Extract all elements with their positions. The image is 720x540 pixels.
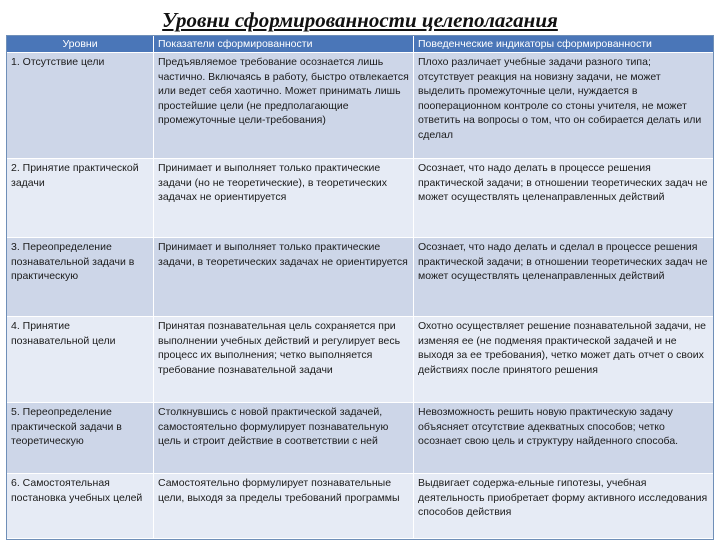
criteria-table [6,35,714,540]
row-3-indicators: Принимает и выполняет только практические задачи, в теоретических задачах не ориентируется [154,238,414,317]
row-6-indicators: Самостоятельно формулирует познавательные цели, выходя за пределы требований программы [154,474,414,539]
row-2-level: 2. Принятие практической задачи [7,159,154,238]
row-5-indicators: Столкнувшись с новой практической задачей, самостоятельно формулирует познавательную цель и строит действие в соответствии с ней [154,403,414,474]
row-4-indicators: Принятая познавательная цель сохраняется при выполнении учебных действий и регулирует весь процесс их выполнения; четко выполняется требование познавательной задачи [154,317,414,403]
row-1-indicators: Предъявляемое требование осознается лишь частично. Включаясь в работу, быстро отвлекается или ведет себя хаотично. Может принимать лишь простейшие цели (не предполагающие промежуточные цели-требования) [154,53,414,159]
row-2-indicators: Принимает и выполняет только практические задачи (но не теоретические), в теоретических задачах не ориентируется [154,159,414,238]
row-6-level: 6. Самостоятельная постановка учебных целей [7,474,154,539]
header-indicators: Показатели сформированности [154,36,414,53]
row-2-behavior: Осознает, что надо делать в процессе решения практической задачи; в отношении теоретических задач не может осуществлять целенаправленных действий [414,159,713,238]
header-behavior: Поведенческие индикаторы сформированности [414,36,713,53]
row-1-behavior: Плохо различает учебные задачи разного типа; отсутствует реакция на новизну задачи, не может выделить промежуточные цели, нуждается в пооперационном контроле со стоны учителя, не может ответить на вопросы о том, что он собирается делать или сделал [414,53,713,159]
row-4-behavior: Охотно осуществляет решение познавательной задачи, не изменяя ее (не подменяя практической задачей и не выходя за ее требования), четко может дать отчет о своих действиях после принятого решения [414,317,713,403]
row-5-behavior: Невозможность решить новую практическую задачу объясняет отсутствие адекватных способов; четко осознает свою цель и структуру найденного способа. [414,403,713,474]
row-3-level: 3. Переопределение познавательной задачи в практическую [7,238,154,317]
row-5-level: 5. Переопределение практической задачи в теоретическую [7,403,154,474]
page-title: Уровни сформированности целеполагания [162,8,558,32]
row-6-behavior: Выдвигает содержа-ельные гипотезы, учебная деятельность приобретает форму активного исследования способов действия [414,474,713,539]
header-levels: Уровни [7,36,154,53]
row-4-level: 4. Принятие познавательной цели [7,317,154,403]
row-3-behavior: Осознает, что надо делать и сделал в процессе решения практической задачи; в отношении теоретических задач не может осуществлять целенаправленных действий [414,238,713,317]
row-1-level: 1. Отсутствие цели [7,53,154,159]
